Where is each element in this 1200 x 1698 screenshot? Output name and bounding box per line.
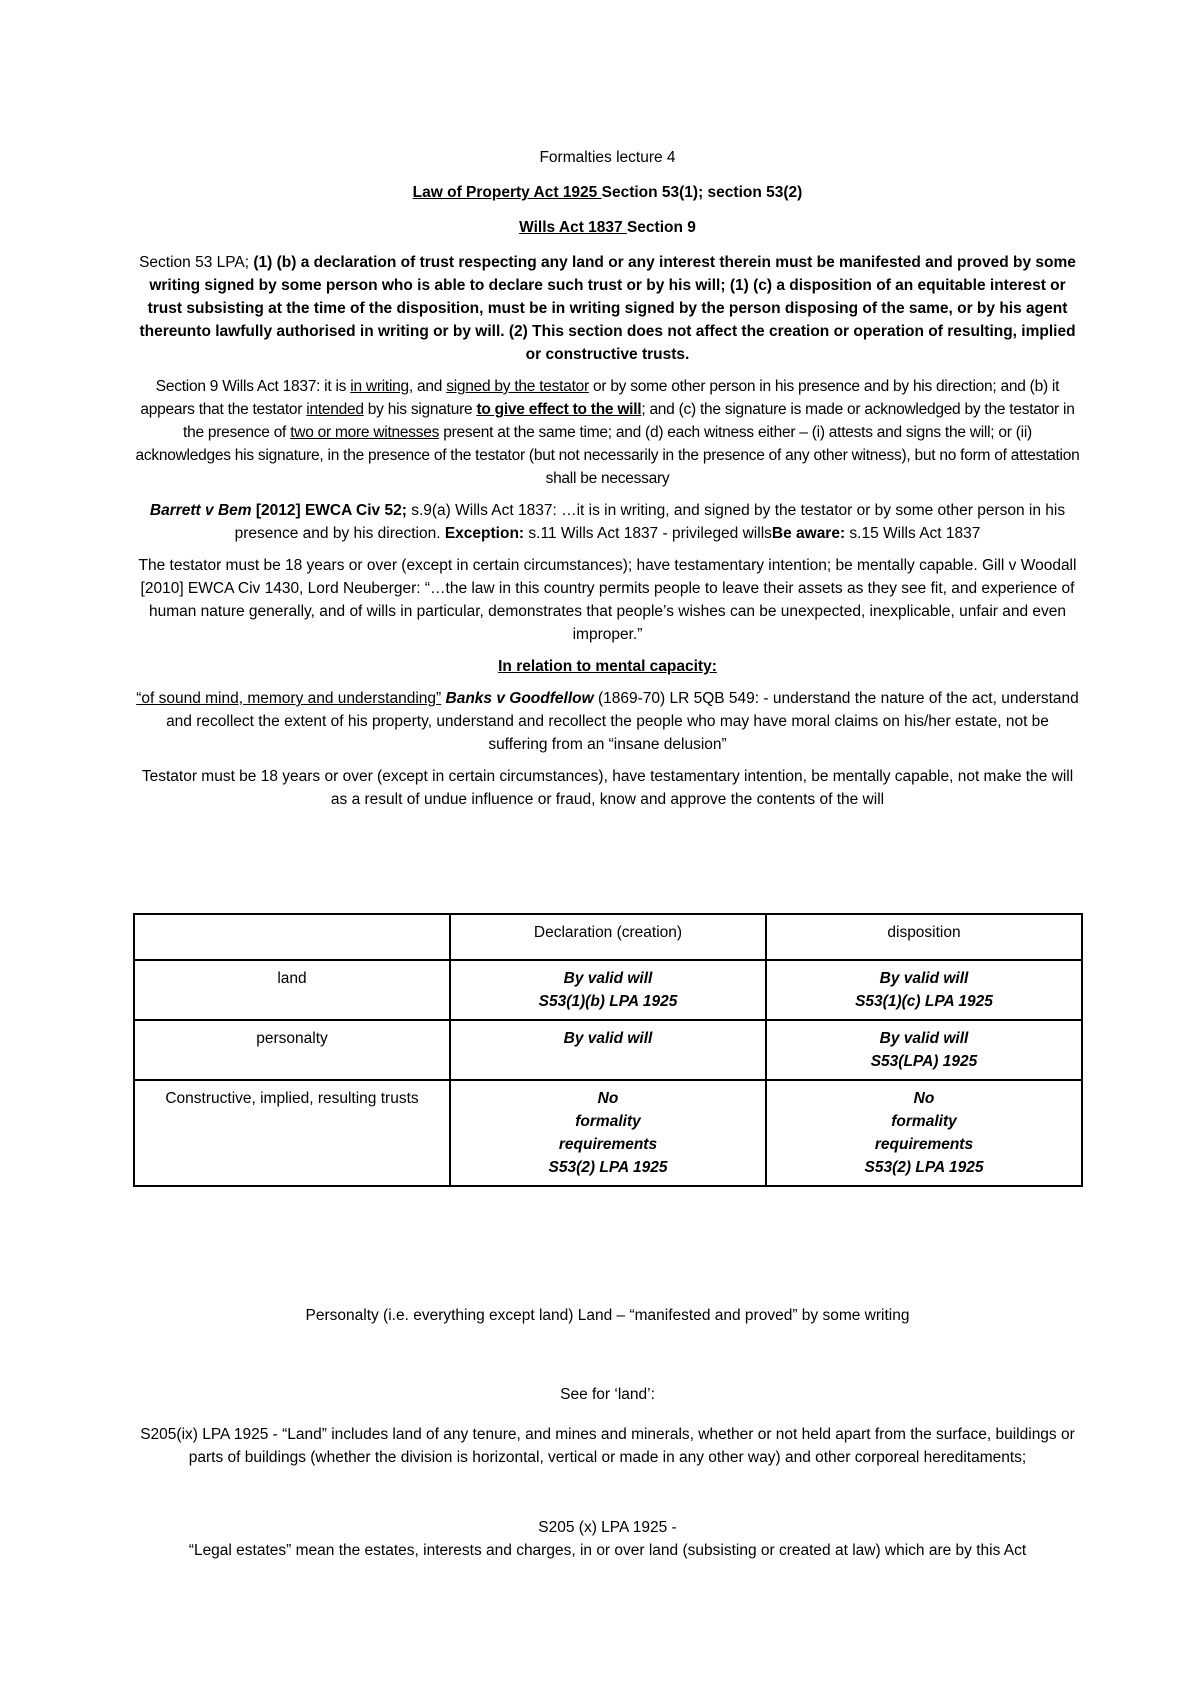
banks-paragraph: “of sound mind, memory and understanding” Banks v Goodfellow (1869-70) LR 5QB 549: - understand the nature of the act, understand and recollect the extent of his property, understand and recollect the people who may have moral claims on his/her estate, not be suffering from an “insane delusion” bbox=[136, 690, 1079, 753]
wills-link: Wills Act 1837 bbox=[519, 219, 627, 236]
personalty-note: Personalty (i.e. everything except land) Land – “manifested and proved” by some writing bbox=[305, 1307, 910, 1324]
case-name: Banks v Goodfellow bbox=[445, 690, 594, 707]
testator-requirements-paragraph: Testator must be 18 years or over (except in certain circumstances), have testamentary intention, be mentally capable, not make the will as a result of undue influence or fraud, know and approve the contents of the will bbox=[141, 768, 1074, 808]
s205ix-paragraph: S205(ix) LPA 1925 - “Land” includes land of any tenure, and mines and minerals, whether or not held apart from the surface, buildings or parts of buildings (whether the division is horizontal, vertical or made in any other way) and other corporeal hereditaments; bbox=[140, 1426, 1075, 1466]
formalities-table bbox=[133, 913, 1083, 1187]
see-for-land: See for ‘land’: bbox=[560, 1386, 655, 1403]
disposition-cell: By valid will S53(1)(c) LPA 1925 bbox=[766, 960, 1082, 1020]
row-label: personalty bbox=[134, 1020, 450, 1080]
mental-capacity-heading: In relation to mental capacity: bbox=[498, 658, 717, 675]
declaration-cell: By valid will bbox=[450, 1020, 766, 1080]
s205x-title: S205 (x) LPA 1925 - bbox=[538, 1519, 677, 1536]
testator-paragraph: The testator must be 18 years or over (except in certain circumstances); have testamentary intention; be mentally capable. Gill v Woodall [2010] EWCA Civ 1430, Lord Neuberger: “…the law in this country permits people to leave their assets as they see fit, and experience of human nature generally, and of wills in particular, demonstrates that people’s wishes can be unexpected, inexplicable, unfair and even improper.” bbox=[138, 557, 1077, 643]
barrett-paragraph: Barrett v Bem [2012] EWCA Civ 52; s.9(a) Wills Act 1837: …it is in writing, and signed by the testator or by some other person in his presence and by his direction. Exception: s.11 Wills Act 1837 - privileged willsBe aware: s.15 Wills Act 1837 bbox=[149, 502, 1066, 542]
s205x-block bbox=[135, 1516, 1080, 1562]
document-body bbox=[135, 146, 1080, 811]
wills-heading: Wills Act 1837 Section 9 bbox=[519, 219, 696, 236]
table-row bbox=[134, 960, 1082, 1020]
disposition-cell: By valid will S53(LPA) 1925 bbox=[766, 1020, 1082, 1080]
section-9-paragraph: Section 9 Wills Act 1837: it is in writing, and signed by the testator or by some other person in his presence and by his direction; and (b) it appears that the testator intended by his signature to give effect to the will; and (c) the signature is made or acknowledged by the testator in the presence of two or more witnesses present at the same time; and (d) each witness either – (i) attests and signs the will; or (ii) acknowledges his signature, in the presence of the testator (but not necessarily in the presence of any other witness), but no form of attestation shall be necessary bbox=[135, 378, 1080, 487]
table-header-cell bbox=[134, 914, 450, 960]
table-header-cell: Declaration (creation) bbox=[450, 914, 766, 960]
lpa-link: Law of Property Act 1925 bbox=[412, 184, 602, 201]
row-label: land bbox=[134, 960, 450, 1020]
lpa-heading: Law of Property Act 1925 Section 53(1); section 53(2) bbox=[412, 184, 803, 201]
declaration-cell: No formality requirements S53(2) LPA 1925 bbox=[450, 1080, 766, 1186]
disposition-cell: No formality requirements S53(2) LPA 1925 bbox=[766, 1080, 1082, 1186]
table-header-row bbox=[134, 914, 1082, 960]
page-title: Formalties lecture 4 bbox=[539, 149, 676, 166]
s205x-text: “Legal estates” mean the estates, interests and charges, in or over land (subsisting or created at law) which are by this Act bbox=[188, 1542, 1027, 1559]
table-row bbox=[134, 1020, 1082, 1080]
case-name: Barrett v Bem bbox=[149, 502, 252, 519]
table-header-cell: disposition bbox=[766, 914, 1082, 960]
declaration-cell: By valid will S53(1)(b) LPA 1925 bbox=[450, 960, 766, 1020]
row-label: Constructive, implied, resulting trusts bbox=[134, 1080, 450, 1186]
section-53-paragraph: Section 53 LPA; (1) (b) a declaration of trust respecting any land or any interest therein must be manifested and proved by some writing signed by some person who is able to declare such trust or by his will; (1) (c) a disposition of an equitable interest or trust subsisting at the time of the disposition, must be in writing signed by the person disposing of the same, or by his agent thereunto lawfully authorised in writing or by will. (2) This section does not affect the creation or operation of resulting, implied or constructive trusts. bbox=[139, 254, 1076, 363]
table-row bbox=[134, 1080, 1082, 1186]
